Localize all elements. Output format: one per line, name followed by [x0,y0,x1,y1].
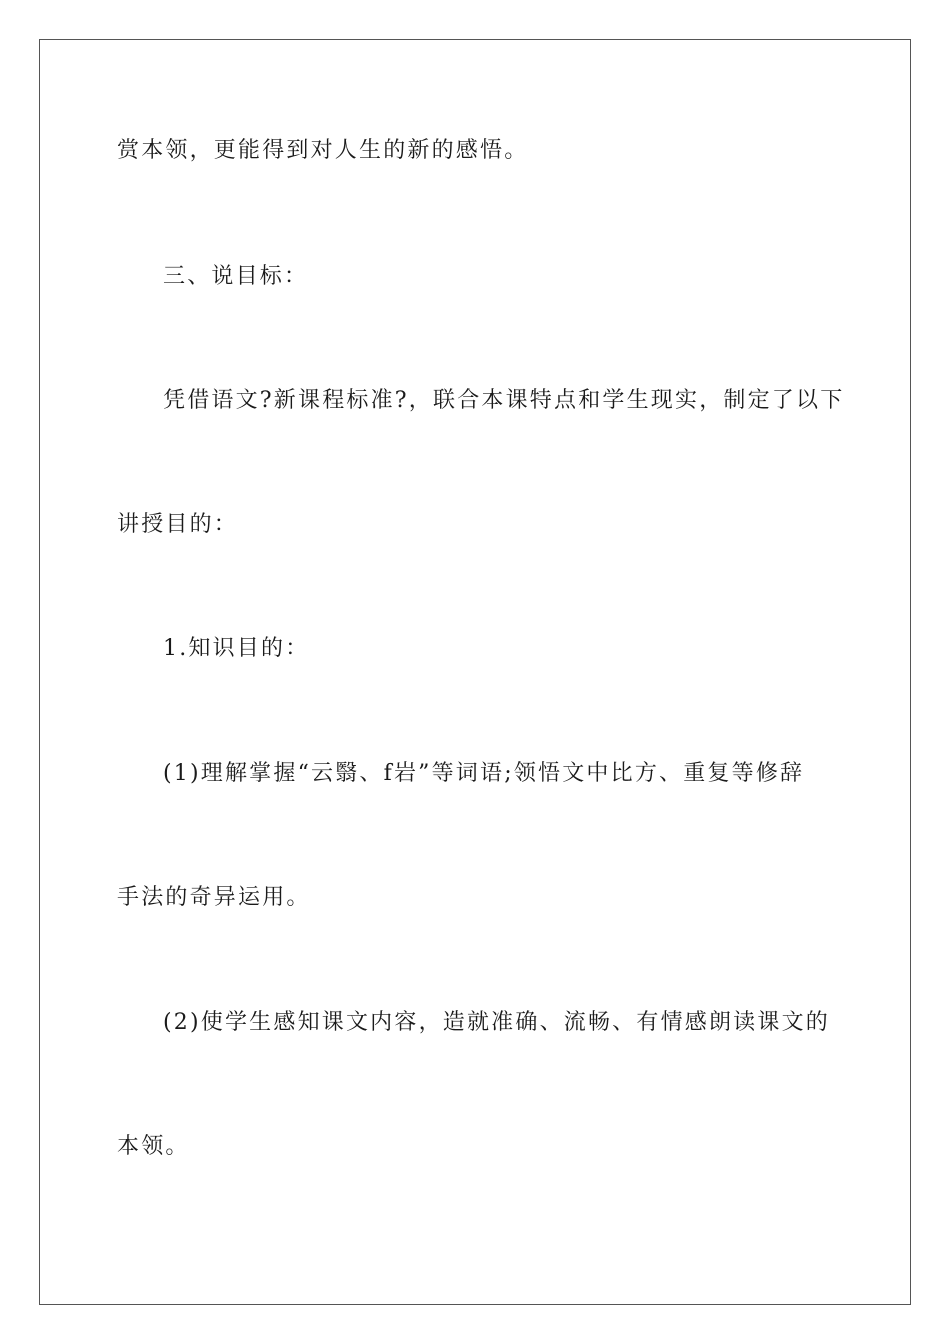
section-heading-goals: 三、说目标： [163,264,309,289]
subheading-knowledge-goal: 1.知识目的： [163,636,310,661]
list-item-line: (2)使学生感知课文内容，造就准确、流畅、有情感朗读课文的 [163,1010,830,1035]
list-item-line: 手法的奇异运用。 [117,885,311,910]
list-item-line: (1)理解掌握“云翳、f岩”等词语;领悟文中比方、重复等修辞 [163,761,805,786]
paragraph-line: 讲授目的： [117,512,239,537]
paragraph-line: 赏本领，更能得到对人生的新的感悟。 [117,138,529,163]
paragraph-line: 凭借语文?新课程标准?，联合本课特点和学生现实，制定了以下 [163,388,845,413]
page-frame [39,39,911,1305]
list-item-line: 本领。 [117,1134,190,1159]
